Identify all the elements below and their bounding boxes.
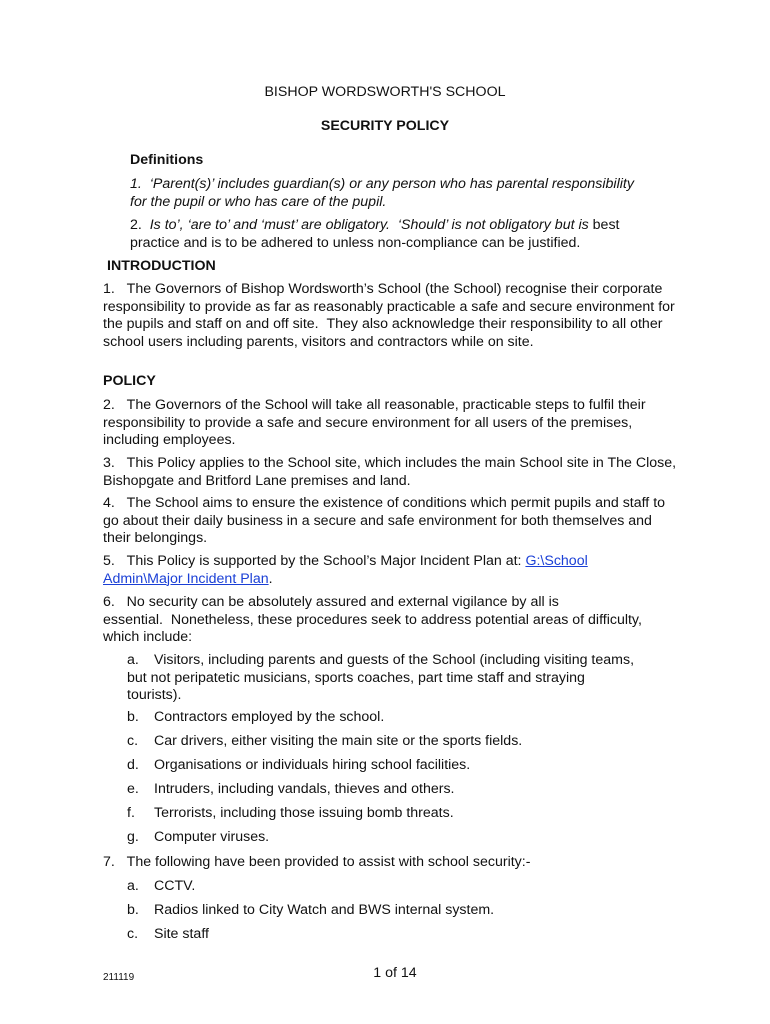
list-item-text: CCTV. [154, 878, 196, 894]
paragraph-4: 4. The School aims to ensure the existence of conditions which permit pupils and staff to go about their daily business in a secure and safe environment for both themselves and their belongings. [103, 495, 666, 546]
policy-heading: POLICY [103, 373, 156, 389]
paragraph-1: 1. The Governors of Bishop Wordsworth’s School (the School) recognise their corporate responsibility to provide as far as reasonably practicable a safe and secure environment for the pupils and staff on and off site. They also acknowledge their responsibility to all other school users including parents, visitors and contractors while on site. [103, 281, 675, 350]
school-name: BISHOP WORDSWORTH'S SCHOOL [264, 84, 506, 100]
list-item-text: Car drivers, either visiting the main site or the sports fields. [154, 733, 523, 749]
list-item-text: Contractors employed by the school. [154, 709, 385, 725]
introduction-heading: INTRODUCTION [107, 258, 216, 274]
definition-item-2 [130, 217, 660, 252]
list-item-marker: g. [127, 829, 139, 845]
paragraph-5-text: 5. This Policy is supported by the School’s Major Incident Plan at: [103, 553, 526, 569]
paragraph-2: 2. The Governors of the School will take all reasonable, practicable steps to fulfil their responsibility to provide a safe and secure environment for all users of the premises, including employees. [103, 397, 646, 448]
list-item-text: Visitors, including parents and guests of the School (including visiting teams, but not peripatetic musicians, sports coaches, part time staff and straying tourists). [127, 652, 635, 703]
paragraph-3: 3. This Policy applies to the School site, which includes the main School site in The Close, Bishopgate and Britford Lane premises and land. [103, 455, 677, 489]
list-item-marker: f. [127, 805, 135, 821]
definition-item-2-rest: best practice and is to be adhered to unless non-compliance can be justified. [130, 217, 620, 251]
page-number: 1 of 14 [373, 965, 417, 981]
document-code: 211119 [103, 972, 135, 983]
major-incident-plan-link[interactable]: G:\School Admin\Major Incident Plan [103, 553, 588, 587]
list-item-text: Organisations or individuals hiring school facilities. [154, 757, 471, 773]
list-item-text: Radios linked to City Watch and BWS internal system. [154, 902, 495, 918]
list-item-marker: a. [127, 652, 139, 668]
list-item-marker: c. [127, 733, 139, 749]
paragraph-5-end: . [268, 570, 273, 587]
page-title: SECURITY POLICY [320, 118, 450, 134]
definitions-heading: Definitions [130, 152, 204, 168]
list-item-marker: d. [127, 757, 139, 773]
list-item-marker: b. [127, 902, 139, 918]
list-item-text: Terrorists, including those issuing bomb threats. [154, 805, 454, 821]
list-item-marker: c. [127, 926, 139, 942]
paragraph-5 [103, 553, 648, 588]
list-item-marker: b. [127, 709, 139, 725]
definition-item-2-number: 2. [130, 217, 150, 233]
list-item-text: Intruders, including vandals, thieves and others. [154, 781, 455, 797]
list-item-text: Computer viruses. [154, 829, 270, 845]
definition-item-1: 1. ‘Parent(s)’ includes guardian(s) or any person who has parental responsibility for the pupil or who has care of the pupil. [130, 176, 634, 210]
list-item-marker: e. [127, 781, 139, 797]
definition-item-2-italic: Is to’, ‘are to’ and ‘must’ are obligatory. ‘Should’ is not obligatory but is [149, 217, 589, 233]
list-item-text: Site staff [154, 926, 209, 942]
list-item-marker: a. [127, 878, 139, 894]
paragraph-7: 7. The following have been provided to assist with school security:- [103, 854, 531, 870]
paragraph-6: 6. No security can be absolutely assured and external vigilance by all is essential. Nonetheless, these procedures seek to address potential areas of difficulty, which include: [103, 594, 642, 645]
